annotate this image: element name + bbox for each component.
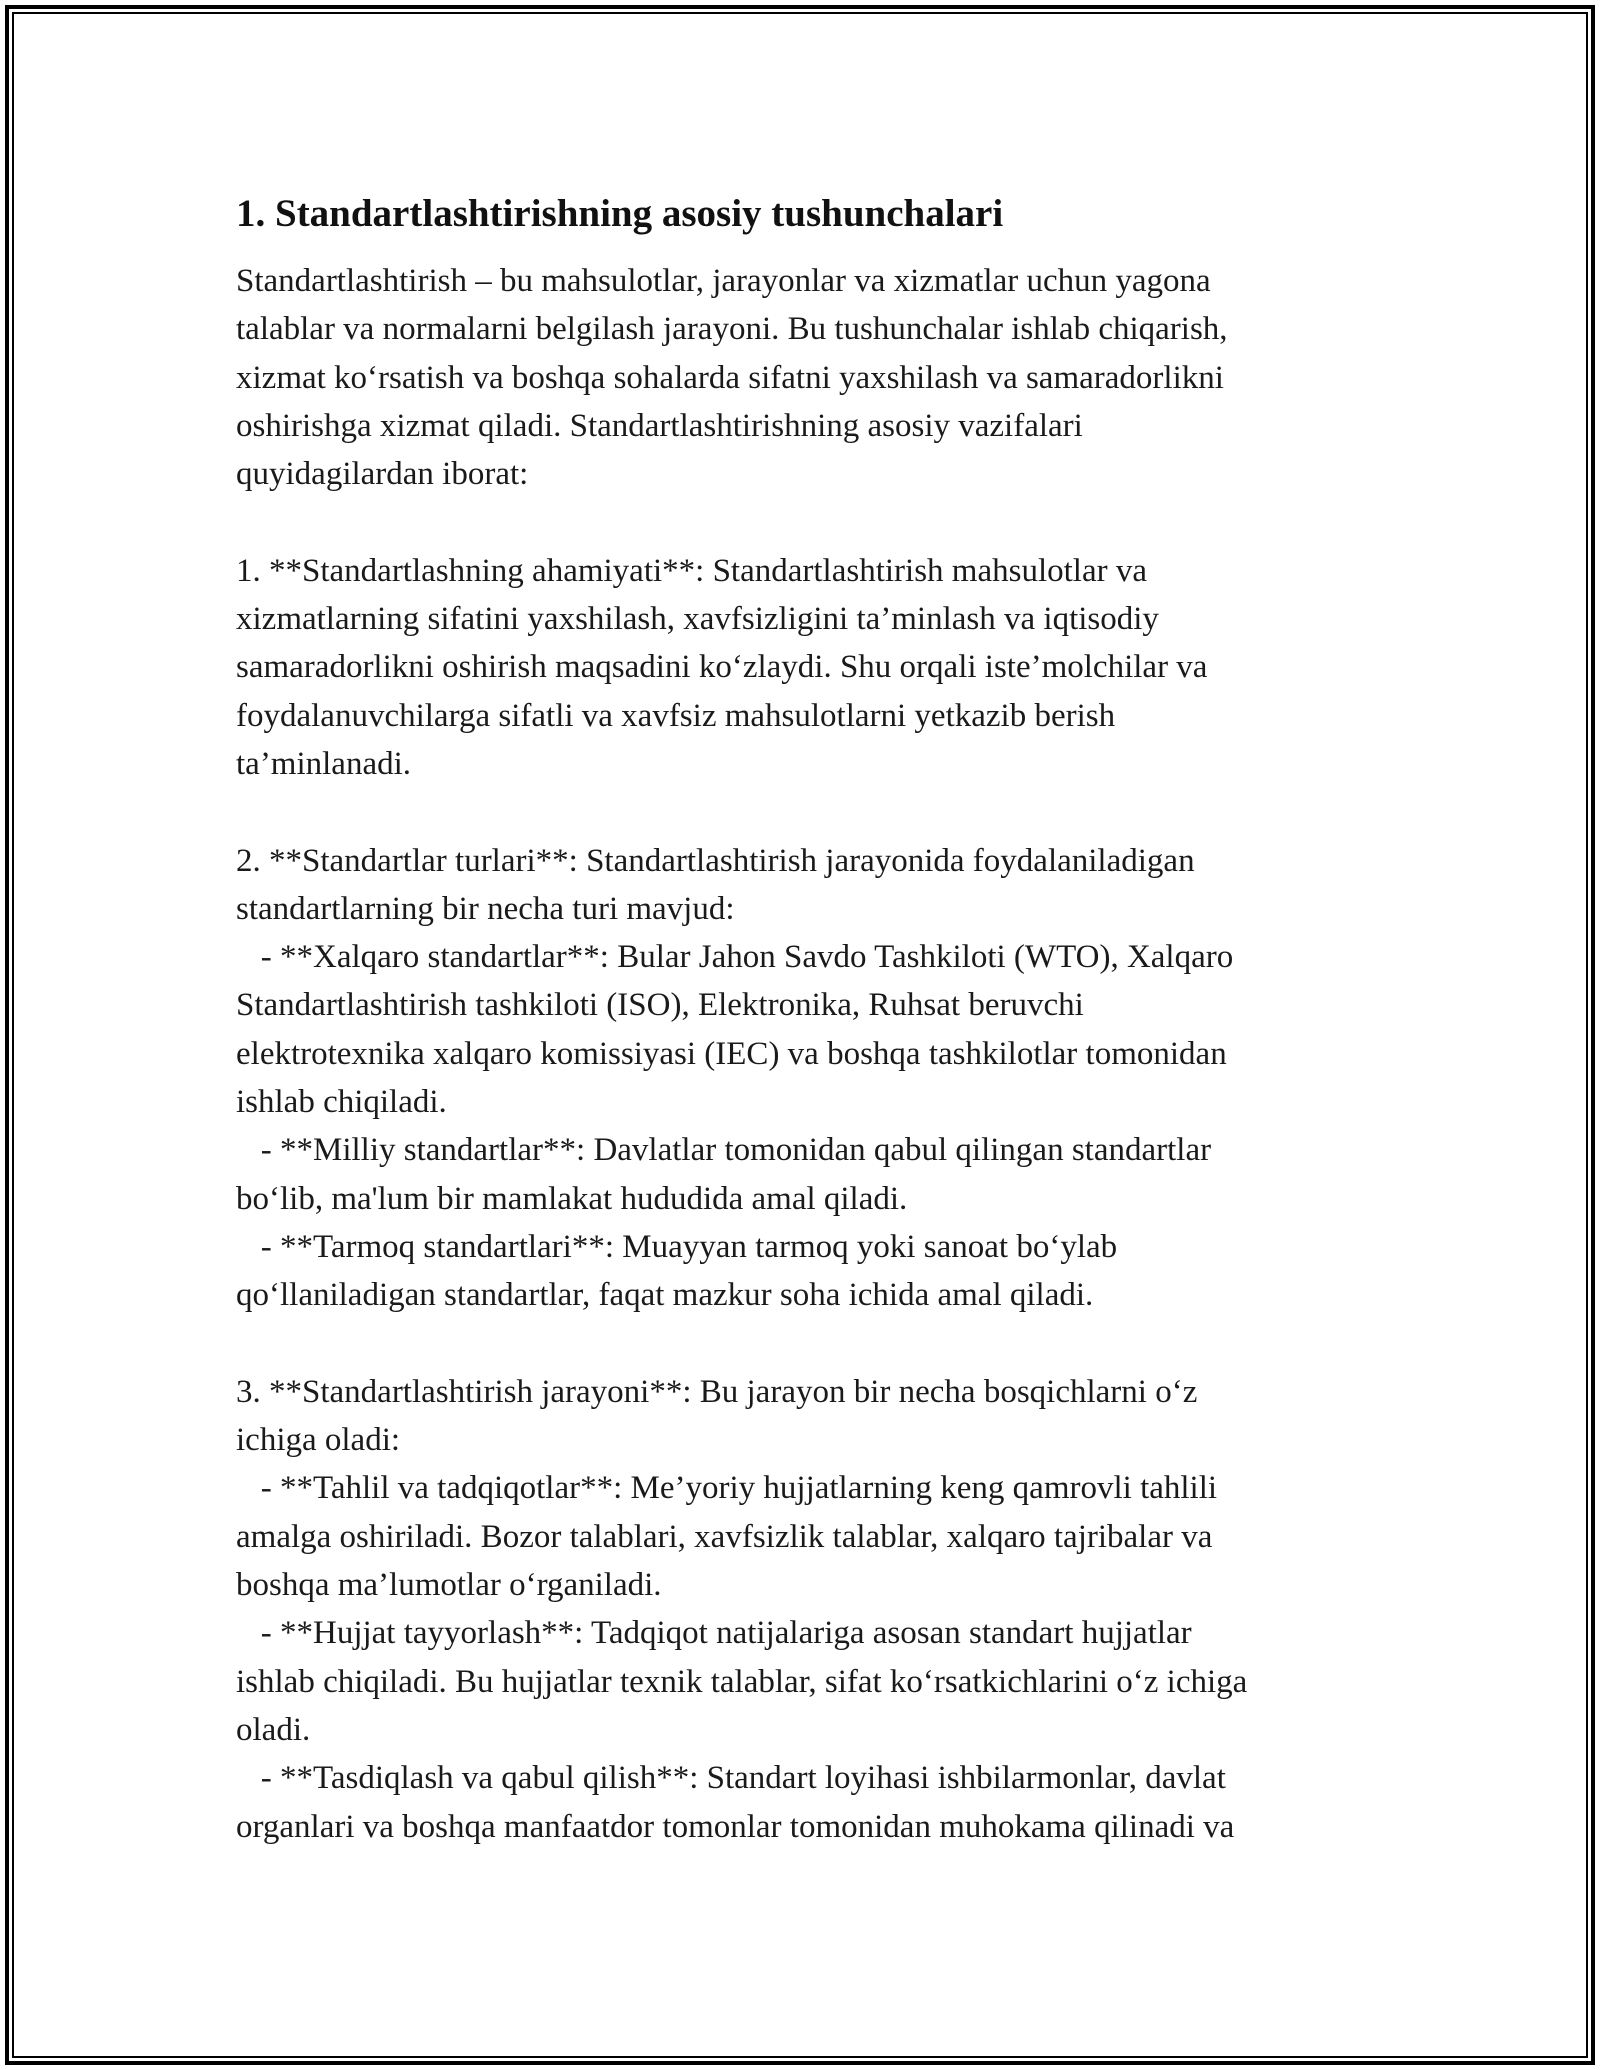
text-line: xizmat ko‘rsatish va boshqa sohalarda sifatni yaxshilash va samaradorlikni [236, 359, 1224, 396]
text-line: ichiga oladi: [236, 1422, 401, 1459]
text-line: oshirishga xizmat qiladi. Standartlashtirishning asosiy vazifalari [236, 407, 1083, 444]
text-line: - **Tahlil va tadqiqotlar**: Me’yoriy hujjatlarning keng qamrovli tahlili [236, 1470, 1218, 1507]
blank-line [236, 498, 1386, 546]
text-line: oladi. [236, 1711, 311, 1748]
text-line: 1. **Standartlashning ahamiyati**: Standartlashtirish mahsulotlar va [236, 552, 1147, 589]
section-heading: 1. Standartlashtirishning asosiy tushunchalari [236, 192, 1004, 235]
text-line: 3. **Standartlashtirish jarayoni**: Bu jarayon bir necha bosqichlarni o‘z [236, 1373, 1198, 1410]
text-line: Standartlashtirish tashkiloti (ISO), Elektronika, Ruhsat beruvchi [236, 987, 1084, 1024]
text-line: ishlab chiqiladi. Bu hujjatlar texnik talablar, sifat ko‘rsatkichlarini o‘z ichiga [236, 1663, 1248, 1700]
text-line: - **Hujjat tayyorlash**: Tadqiqot natijalariga asosan standart hujjatlar [236, 1615, 1192, 1652]
text-line: - **Tarmoq standartlari**: Muayyan tarmoq yoki sanoat bo‘ylab [236, 1228, 1118, 1265]
text-line: bo‘lib, ma'lum bir mamlakat hududida amal qiladi. [236, 1180, 908, 1217]
text-line: talablar va normalarni belgilash jarayoni. Bu tushunchalar ishlab chiqarish, [236, 311, 1228, 348]
text-line: ishlab chiqiladi. [236, 1084, 447, 1121]
text-line: - **Xalqaro standartlar**: Bular Jahon Savdo Tashkiloti (WTO), Xalqaro [236, 939, 1234, 976]
blank-line [236, 1320, 1386, 1368]
text-line: boshqa ma’lumotlar o‘rganiladi. [236, 1567, 662, 1604]
text-line: standartlarning bir necha turi mavjud: [236, 890, 735, 927]
text-line: foydalanuvchilarga sifatli va xavfsiz mahsulotlarni yetkazib berish [236, 697, 1116, 734]
text-line: - **Tasdiqlash va qabul qilish**: Standart loyihasi ishbilarmonlar, davlat [236, 1760, 1226, 1797]
text-line: samaradorlikni oshirish maqsadini ko‘zlaydi. Shu orqali iste’molchilar va [236, 649, 1208, 686]
text-lines [236, 257, 1386, 1851]
text-line: xizmatlarning sifatini yaxshilash, xavfsizligini ta’minlash va iqtisodiy [236, 601, 1159, 638]
text-line: - **Milliy standartlar**: Davlatlar tomonidan qabul qilingan standartlar [236, 1132, 1212, 1169]
text-line: Standartlashtirish – bu mahsulotlar, jarayonlar va xizmatlar uchun yagona [236, 263, 1211, 299]
text-line: organlari va boshqa manfaatdor tomonlar tomonidan muhokama qilinadi va [236, 1808, 1235, 1845]
text-line: quyidagilardan iborat: [236, 456, 529, 493]
text-line: elektrotexnika xalqaro komissiyasi (IEC) va boshqa tashkilotlar tomonidan [236, 1035, 1227, 1072]
blank-line [236, 788, 1386, 836]
text-line: amalga oshiriladi. Bozor talablari, xavfsizlik talablar, xalqaro tajribalar va [236, 1518, 1213, 1555]
text-line: qo‘llaniladigan standartlar, faqat mazkur soha ichida amal qiladi. [236, 1277, 1094, 1314]
text-line: 2. **Standartlar turlari**: Standartlashtirish jarayonida foydalaniladigan [236, 842, 1195, 879]
document-body [236, 185, 1386, 1851]
text-line: ta’minlanadi. [236, 745, 412, 782]
